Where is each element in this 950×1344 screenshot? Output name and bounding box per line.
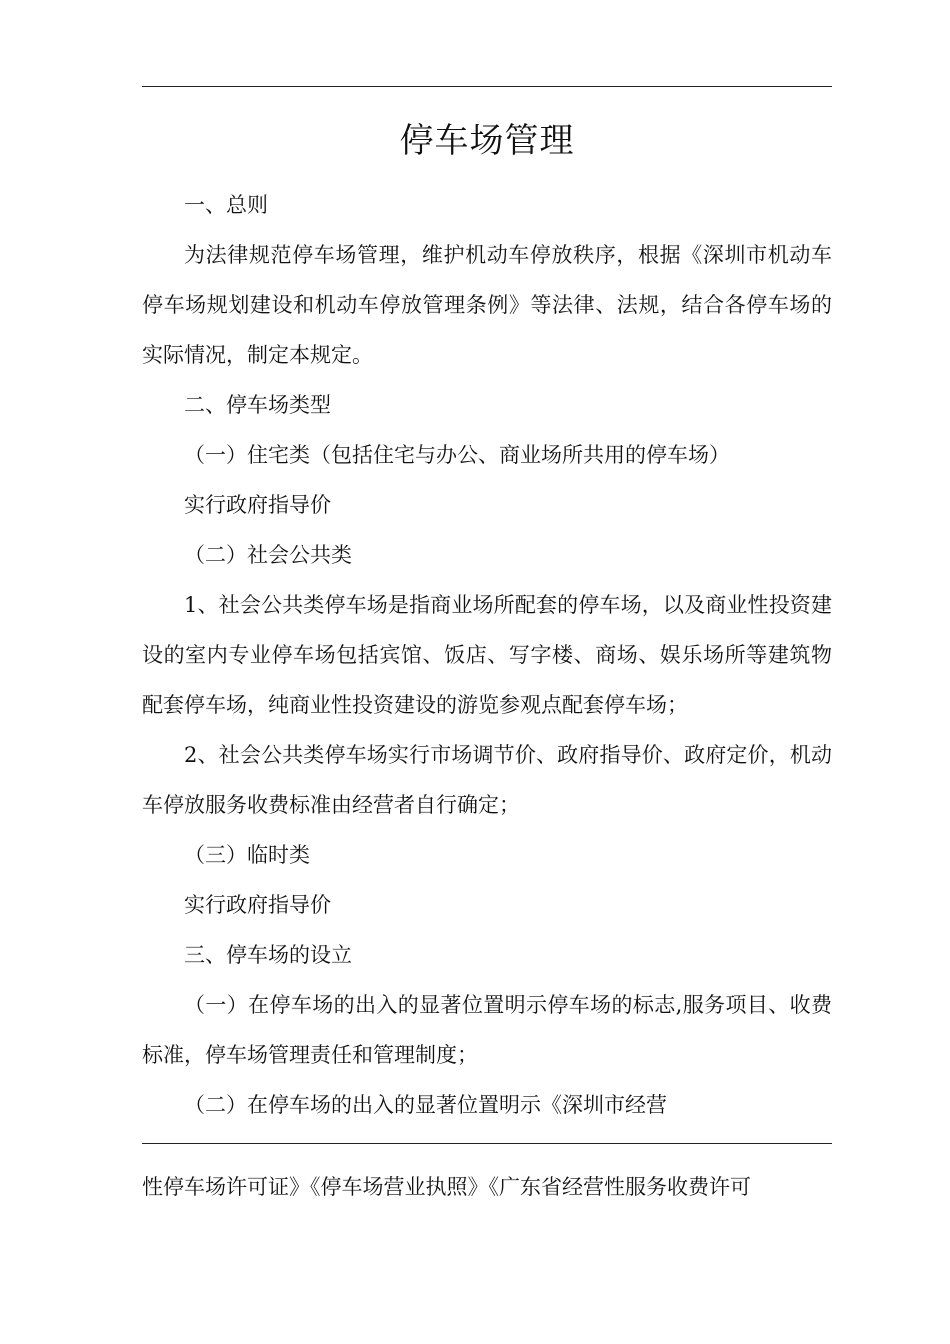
- paragraph-purpose: 为法律规范停车场管理，维护机动车停放秩序，根据《深圳市机动车停车场规划建设和机动车停放管理条例》等法律、法规，结合各停车场的实际情况，制定本规定。: [142, 243, 832, 367]
- paragraph-residential-price: 实行政府指导价: [184, 493, 331, 517]
- paragraph-public-definition: 1、社会公共类停车场是指商业场所配套的停车场，以及商业性投资建设的室内专业停车场包括宾馆、饭店、写字楼、商场、娱乐场所等建筑物配套停车场，纯商业性投资建设的游览参观点配套停车场；: [142, 593, 832, 717]
- subsection-temporary: （三）临时类: [184, 843, 310, 867]
- subsection-residential: （一）住宅类（包括住宅与办公、商业场所共用的停车场）: [184, 443, 730, 467]
- section-heading-establishment: 三、停车场的设立: [184, 943, 352, 967]
- next-page-continuation: 性停车场许可证》《停车场营业执照》《广东省经营性服务收费许可: [142, 1175, 751, 1199]
- paragraph-temporary-price: 实行政府指导价: [184, 893, 331, 917]
- subsection-public: （二）社会公共类: [184, 543, 352, 567]
- section-heading-types: 二、停车场类型: [184, 393, 331, 417]
- paragraph-establishment-licenses: （二）在停车场的出入的显著位置明示《深圳市经营: [184, 1093, 667, 1117]
- document-title: 停车场管理: [399, 121, 575, 161]
- paragraph-establishment-signs: （一）在停车场的出入的显著位置明示停车场的标志,服务项目、收费标准，停车场管理责任和管理制度；: [142, 993, 832, 1067]
- section-heading-general: 一、总则: [184, 193, 268, 217]
- paragraph-public-price: 2、社会公共类停车场实行市场调节价、政府指导价、政府定价，机动车停放服务收费标准由经营者自行确定；: [142, 743, 832, 817]
- header-rule: [142, 86, 832, 87]
- document-body: [142, 180, 832, 1130]
- page-break-rule: [142, 1143, 832, 1144]
